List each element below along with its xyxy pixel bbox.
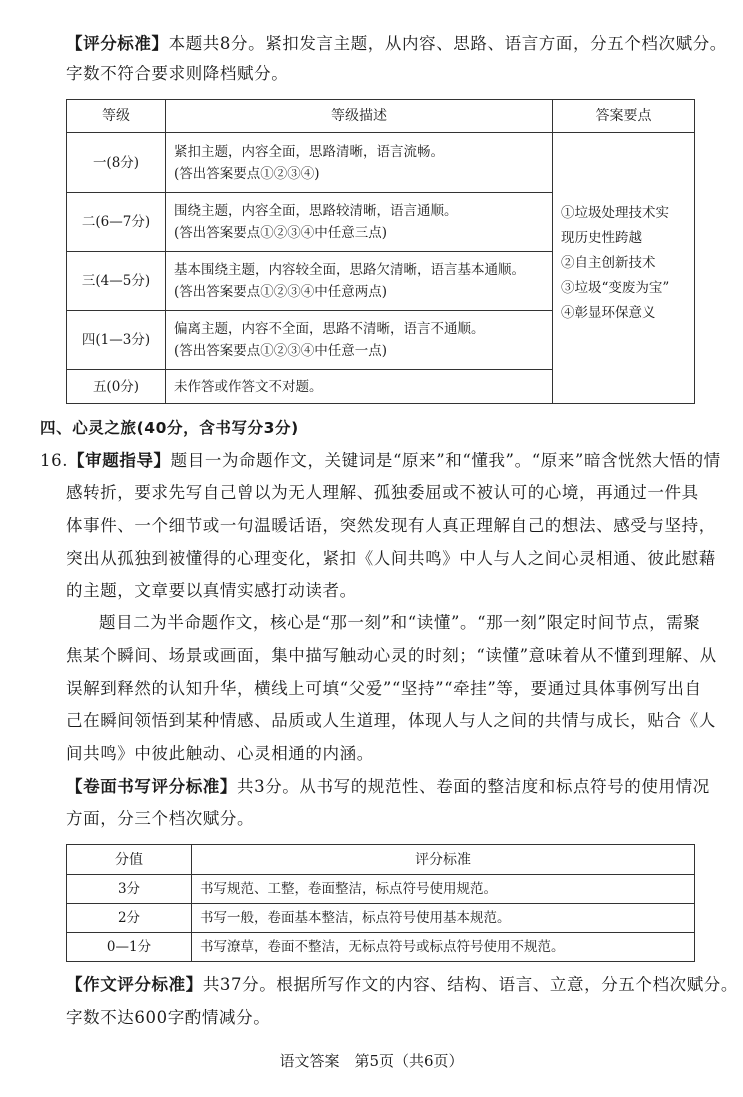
page-footer: 语文答案 第5页（共6页） xyxy=(279,1052,464,1070)
q16-para1-line: 突出从孤独到被懂得的心理变化，紧扣《人间共鸣》中人与人之间心灵相通、彼此慰藉 xyxy=(66,549,716,568)
table-row xyxy=(67,933,695,962)
q16-para2-line: 己在瞬间领悟到某种情感、品质或人生道理，体现人与人之间的共情与成长，贴合《人 xyxy=(66,711,716,730)
q16-line1: 16.【审题指导】题目一为命题作文，关键词是“原来”和“懂我”。“原来”暗含恍然大悟的情 xyxy=(40,451,721,470)
essay-scoring-label: 【作文评分标准】 xyxy=(66,975,203,994)
scoring-intro-line1: 【评分标准】本题共8分。紧扣发言主题，从内容、思路、语言方面，分五个档次赋分。 xyxy=(66,34,727,53)
grade-cell: 一(8分) xyxy=(67,133,166,193)
grade-cell: 二(6—7分) xyxy=(67,193,166,252)
criteria-cell: 书写一般，卷面基本整洁，标点符号使用基本规范。 xyxy=(192,904,695,933)
section-title: 四、心灵之旅(40分，含书写分3分) xyxy=(40,419,299,437)
question-number: 16. xyxy=(40,451,69,470)
header-description: 等级描述 xyxy=(166,100,553,133)
q16-para1-line: 体事件、一个细节或一句温暖话语，突然发现有人真正理解自己的想法、感受与坚持， xyxy=(66,516,716,535)
q16-para1-line: 的主题，文章要以真情实感打动读者。 xyxy=(66,581,357,600)
description-cell: 围绕主题，内容全面，思路较清晰，语言通顺。 (答出答案要点①②③④中任意三点) xyxy=(166,193,553,252)
table-row xyxy=(67,904,695,933)
header-score: 分值 xyxy=(67,845,192,875)
criteria-cell: 书写规范、工整，卷面整洁，标点符号使用规范。 xyxy=(192,875,695,904)
header-criteria: 评分标准 xyxy=(192,845,695,875)
handwriting-line1: 【卷面书写评分标准】共3分。从书写的规范性、卷面的整洁度和标点符号的使用情况 xyxy=(66,777,710,796)
score-cell: 2分 xyxy=(67,904,192,933)
key-point-line: ②自主创新技术 xyxy=(561,255,656,271)
q16-para2-line: 间共鸣》中彼此触动、心灵相通的内涵。 xyxy=(66,744,374,763)
table-row xyxy=(67,133,695,193)
description-cell: 基本围绕主题，内容较全面，思路欠清晰，语言基本通顺。 (答出答案要点①②③④中任意两点) xyxy=(166,252,553,311)
grade-cell: 四(1—3分) xyxy=(67,311,166,370)
handwriting-table xyxy=(66,844,695,962)
header-key-points: 答案要点 xyxy=(553,100,695,133)
scoring-intro-line2: 字数不符合要求则降档赋分。 xyxy=(66,64,289,83)
grading-table xyxy=(66,99,695,404)
criteria-cell: 书写潦草，卷面不整洁，无标点符号或标点符号使用不规范。 xyxy=(192,933,695,962)
key-points-cell xyxy=(553,133,695,404)
handwriting-table-header xyxy=(67,845,695,875)
grade-cell: 三(4—5分) xyxy=(67,252,166,311)
q16-label: 【审题指导】 xyxy=(68,451,171,470)
key-point-line: ①垃圾处理技术实 xyxy=(561,205,669,221)
grade-cell: 五(0分) xyxy=(67,370,166,404)
q16-para2-line: 题目二为半命题作文，核心是“那一刻”和“读懂”。“那一刻”限定时间节点，需聚 xyxy=(99,613,701,632)
key-point-line: 现历史性跨越 xyxy=(561,230,642,246)
key-point-line: ③垃圾“变废为宝” xyxy=(561,280,670,296)
description-cell: 紧扣主题，内容全面，思路清晰，语言流畅。 (答出答案要点①②③④) xyxy=(166,133,553,193)
essay-scoring-line2: 字数不达600字酌情减分。 xyxy=(66,1008,271,1027)
table-row xyxy=(67,875,695,904)
score-cell: 0—1分 xyxy=(67,933,192,962)
scoring-intro-label: 【评分标准】 xyxy=(66,34,169,53)
handwriting-line2: 方面，分三个档次赋分。 xyxy=(66,809,255,828)
q16-para2-line: 焦某个瞬间、场景或画面，集中描写触动心灵的时刻；“读懂”意味着从不懂到理解、从 xyxy=(66,646,717,665)
grading-table-header xyxy=(67,100,695,133)
key-point-line: ④彰显环保意义 xyxy=(561,305,656,321)
score-cell: 3分 xyxy=(67,875,192,904)
description-cell: 未作答或作答文不对题。 xyxy=(166,370,553,404)
essay-scoring-line1: 【作文评分标准】共37分。根据所写作文的内容、结构、语言、立意，分五个档次赋分。 xyxy=(66,975,739,994)
q16-para1-line: 感转折，要求先写自己曾以为无人理解、孤独委屈或不被认可的心境，再通过一件具 xyxy=(66,483,699,502)
q16-para2-line: 误解到释然的认知升华，横线上可填“父爱”“坚持”“牵挂”等，要通过具体事例写出自 xyxy=(66,679,702,698)
handwriting-label: 【卷面书写评分标准】 xyxy=(66,777,237,796)
description-cell: 偏离主题，内容不全面，思路不清晰，语言不通顺。 (答出答案要点①②③④中任意一点) xyxy=(166,311,553,370)
header-grade: 等级 xyxy=(67,100,166,133)
